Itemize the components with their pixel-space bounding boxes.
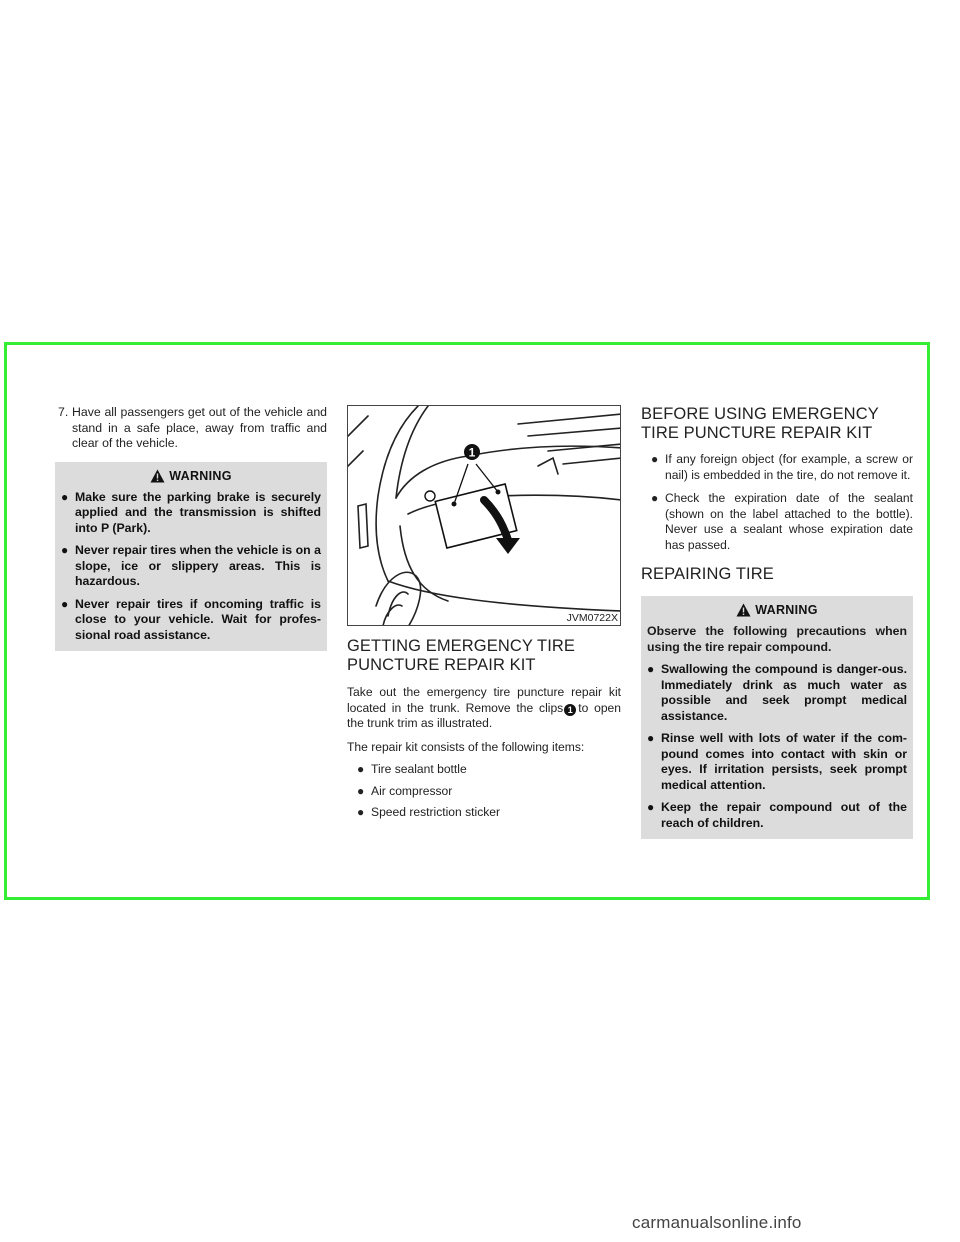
warning-header — [61, 468, 321, 484]
list-item — [357, 762, 621, 778]
kit-item-text: Speed restriction sticker — [371, 805, 501, 819]
step-number: 7. — [58, 405, 69, 419]
bullet-icon: ● — [647, 800, 655, 814]
left-column — [55, 405, 327, 651]
warning-item-text: Keep the repair compound out of the reach of children. — [661, 800, 907, 830]
warning-list — [61, 490, 321, 644]
callout-1-icon: 1 — [564, 704, 576, 716]
before-item-text: Check the expiration date of the sealant (shown on the label attached to the bottle). Never use a sealant whose expiration date has passed. — [665, 491, 913, 552]
warning-item — [61, 543, 321, 590]
warning-item — [647, 800, 907, 831]
list-item — [651, 452, 913, 483]
warning-title: WARNING — [169, 468, 232, 483]
warning-box-left — [55, 462, 327, 652]
para-text-before: Take out the emergency tire puncture repair kit located in the trunk. Remove the clips — [347, 685, 621, 715]
warning-item-text: Never repair tires when the vehicle is on a slope, ice or slippery areas. This is hazardous. — [75, 543, 321, 588]
kit-contents-intro: The repair kit consists of the following items: — [347, 739, 585, 754]
warning-intro: Observe the following precautions when using the tire repair compound. — [647, 624, 907, 654]
warning-item-text: Swallowing the compound is danger-ous. Immediately drink as much water as possible and seek prompt medical assistance. — [661, 662, 907, 723]
figure-callout: 1 — [468, 445, 476, 460]
warning-item — [647, 662, 907, 724]
para-text-after: to open the trunk trim as illustrated. — [347, 700, 621, 730]
list-item — [651, 491, 913, 553]
list-item — [357, 784, 621, 800]
middle-column — [347, 405, 621, 827]
right-column — [641, 405, 913, 839]
bullet-icon: ● — [61, 489, 69, 504]
heading-before-using: BEFORE USING EMERGENCY TIRE PUNCTURE REPAIR KIT — [641, 405, 879, 442]
bullet-icon: ● — [61, 543, 69, 557]
bullet-icon: ● — [647, 731, 655, 745]
trunk-illustration — [347, 405, 621, 626]
step-7 — [55, 405, 327, 452]
kit-location-paragraph — [347, 685, 621, 732]
bullet-icon: ● — [357, 805, 365, 819]
warning-header — [647, 602, 907, 618]
step-text: Have all passengers get out of the vehicle and stand in a safe place, away from traffic and clear of the vehicle. — [72, 405, 327, 450]
kit-items-list — [347, 762, 621, 821]
warning-box-right — [641, 596, 913, 839]
warning-item — [647, 731, 907, 793]
watermark: carmanualsonline.info — [632, 1213, 802, 1232]
warning-title: WARNING — [755, 603, 818, 617]
figure-code: JVM0722X — [566, 612, 618, 624]
bullet-icon: ● — [651, 491, 659, 505]
bullet-icon: ● — [651, 452, 659, 466]
warning-icon — [736, 603, 751, 617]
bullet-icon: ● — [357, 762, 365, 776]
kit-item-text: Tire sealant bottle — [371, 762, 467, 776]
trunk-trim-drawing — [348, 406, 621, 626]
bullet-icon: ● — [647, 662, 655, 676]
warning-item — [61, 597, 321, 644]
warning-list — [647, 662, 907, 831]
heading-repairing-tire: REPAIRING TIRE — [641, 565, 774, 583]
warning-item — [61, 490, 321, 537]
bullet-icon: ● — [61, 596, 69, 611]
bullet-icon: ● — [357, 783, 365, 798]
before-item-text: If any foreign object (for example, a screw or nail) is embedded in the tire, do not remove it. — [665, 452, 913, 482]
kit-item-text: Air compressor — [371, 783, 453, 798]
before-using-list — [641, 452, 913, 553]
list-item — [357, 805, 621, 821]
warning-item-text: Never repair tires if oncoming traffic is close to your vehicle. Wait for profes-sional road assistance. — [75, 596, 321, 642]
warning-icon — [150, 469, 165, 483]
warning-item-text: Make sure the parking brake is securely applied and the transmission is shifted into P (Park). — [75, 489, 321, 535]
heading-getting-kit: GETTING EMERGENCY TIRE PUNCTURE REPAIR KIT — [347, 637, 576, 674]
warning-item-text: Rinse well with lots of water if the com-pound comes into contact with skin or eyes. If irritation persists, seek prompt medical attention. — [661, 731, 907, 792]
